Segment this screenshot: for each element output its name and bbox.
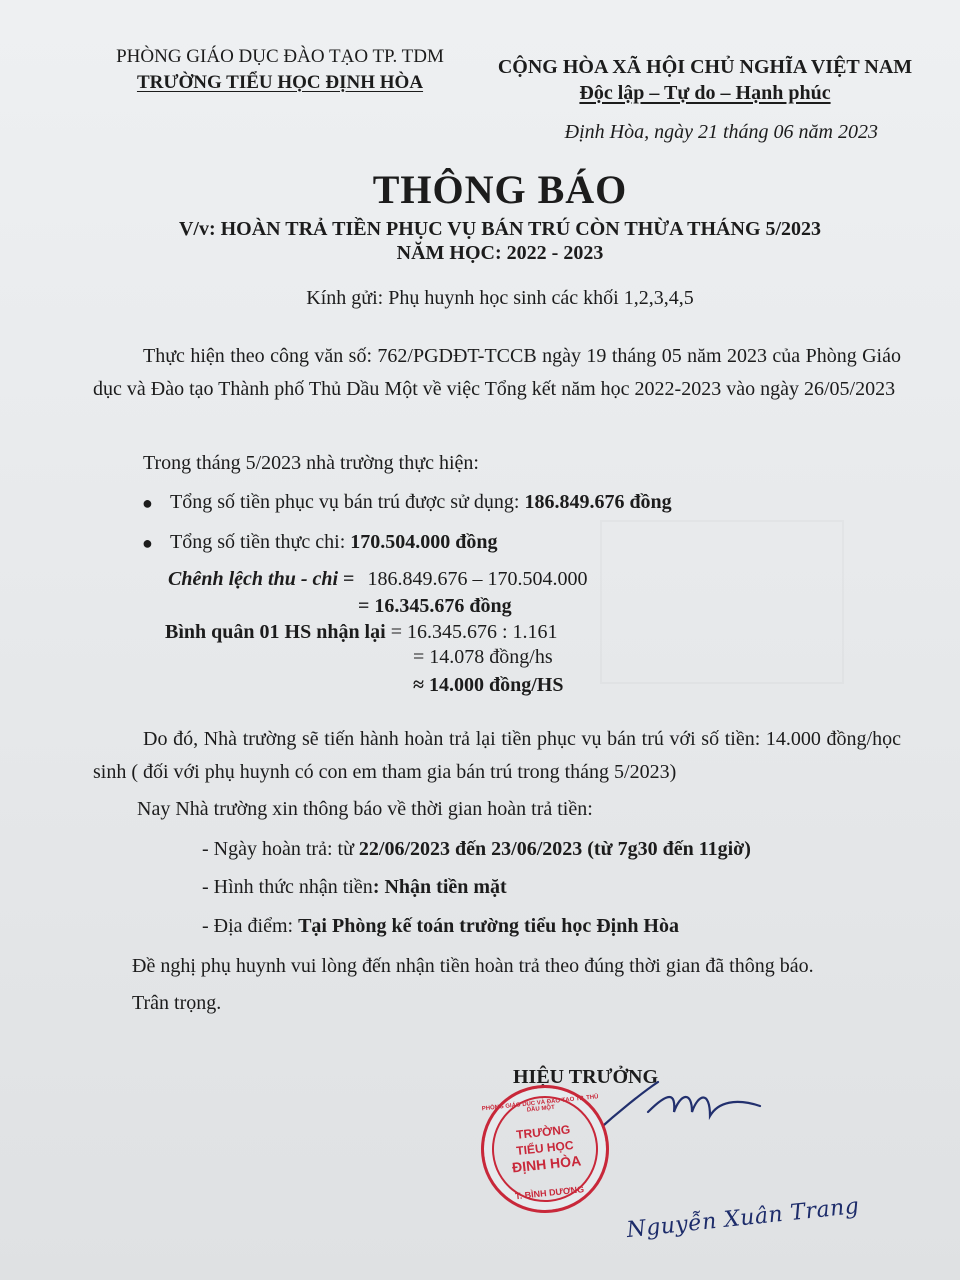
motto: Độc lập – Tự do – Hạnh phúc <box>579 82 831 104</box>
average-line: Bình quân 01 HS nhận lại = 16.345.676 : 1.161 <box>165 621 558 643</box>
bullet-icon: ● <box>142 533 153 553</box>
country-name: CỘNG HÒA XÃ HỘI CHỦ NGHĨA VIỆT NAM <box>497 56 913 78</box>
issuer-block <box>80 44 480 96</box>
paper-bleed-through <box>600 520 844 684</box>
notice-intro: Nay Nhà trường xin thông báo về thời gian hoàn trả tiền: <box>137 798 593 820</box>
detail-payment-method: - Hình thức nhận tiền: Nhận tiền mặt <box>202 876 507 898</box>
school-seal: PHÒNG GIÁO DỤC VÀ ĐÀO TẠO TP. THỦ DẦU MỘT T. BÌNH DƯƠNG TRƯỜNG TIỂU HỌC ĐỊNH HÒA <box>475 1079 616 1220</box>
bullet-item: Tổng số tiền thực chi: 170.504.000 đồng <box>170 531 498 553</box>
national-motto-block <box>490 54 920 106</box>
intro-paragraph: Thực hiện theo công văn số: 762/PGDĐT-TCCB ngày 19 tháng 05 năm 2023 của Phòng Giáo dục và Đào tạo Thành phố Thủ Dầu Một về việc Tổng kết năm học 2022-2023 vào ngày 26/05/2023 <box>93 345 901 400</box>
issuer-school: TRƯỜNG TIỂU HỌC ĐỊNH HÒA <box>136 72 424 93</box>
month-intro: Trong tháng 5/2023 nhà trường thực hiện: <box>143 452 479 474</box>
handwritten-signature-icon <box>588 1072 778 1142</box>
issuer-department: PHÒNG GIÁO DỤC ĐÀO TẠO TP. TDM <box>116 46 444 67</box>
signer-role: HIỆU TRƯỞNG <box>513 1066 659 1088</box>
difference-result: = 16.345.676 đồng <box>358 595 512 617</box>
bullet-item: Tổng số tiền phục vụ bán trú được sử dụng: 186.849.676 đồng <box>170 491 672 513</box>
detail-location: - Địa điểm: Tại Phòng kế toán trường tiểu học Định Hòa <box>202 915 679 937</box>
document-date: Định Hòa, ngày 21 tháng 06 năm 2023 <box>564 121 878 143</box>
signer-name: Nguyễn Xuân Trang <box>625 1193 861 1244</box>
difference-line: Chênh lệch thu - chi = 186.849.676 – 170.504.000 <box>168 568 588 590</box>
request-line: Đề nghị phụ huynh vui lòng đến nhận tiền hoàn trả theo đúng thời gian đã thông báo. <box>132 955 814 977</box>
document-title: THÔNG BÁO <box>372 167 628 212</box>
conclusion-paragraph: Do đó, Nhà trường sẽ tiến hành hoàn trả lại tiền phục vụ bán trú với số tiền: 14.000 đồng/học sinh ( đối với phụ huynh có con em tham gia bán trú trong tháng 5/2023) <box>93 728 901 783</box>
addressee: Kính gửi: Phụ huynh học sinh các khối 1,2,3,4,5 <box>306 287 694 309</box>
detail-refund-date: - Ngày hoàn trả: từ 22/06/2023 đến 23/06/2023 (từ 7g30 đến 11giờ) <box>202 838 751 860</box>
document-subject: V/v: HOÀN TRẢ TIỀN PHỤC VỤ BÁN TRÚ CÒN THỪA THÁNG 5/2023 <box>178 218 822 240</box>
average-result: = 14.078 đồng/hs <box>413 646 553 668</box>
bullet-icon: ● <box>142 493 153 513</box>
average-rounded: ≈ 14.000 đồng/HS <box>413 674 564 696</box>
closing-line: Trân trọng. <box>132 992 222 1014</box>
school-year: NĂM HỌC: 2022 - 2023 <box>396 242 604 264</box>
